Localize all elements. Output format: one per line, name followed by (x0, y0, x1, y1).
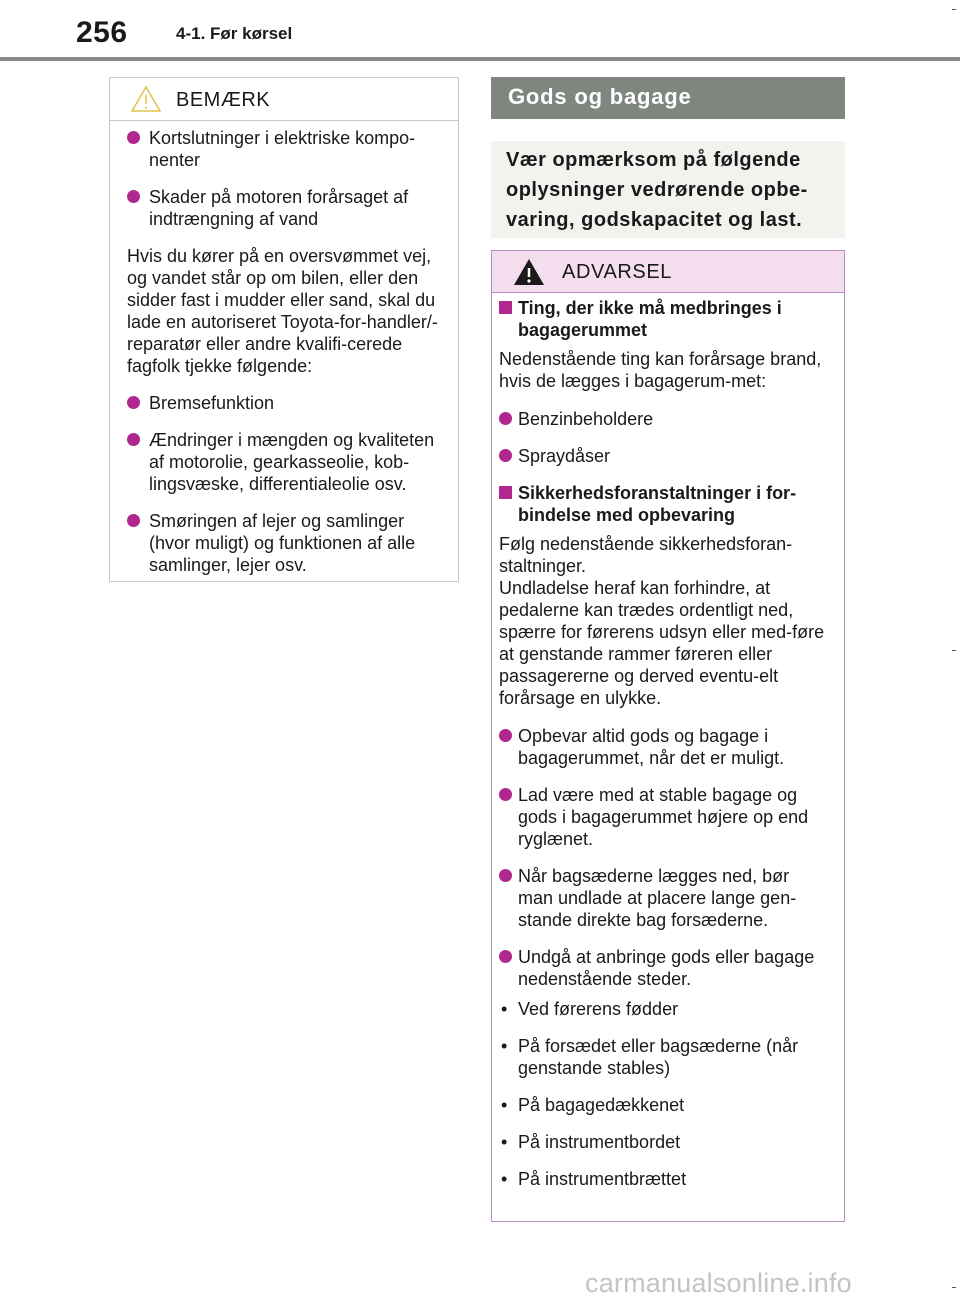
sub-list-item-text: På bagagedækkenet (518, 1095, 685, 1115)
bullet-dot-icon (499, 412, 512, 425)
warning-title: ADVARSEL (562, 261, 673, 283)
list-item (127, 127, 440, 171)
sub-list-item (499, 1168, 828, 1190)
page-header (0, 0, 960, 62)
square-bullet-icon (499, 486, 512, 499)
note-paragraph: Hvis du kører på en oversvømmet vej, og vandet står op om bilen, eller den sidder fast i mudder eller sand, skal du lade en autoriseret Toyota-for-handler/-reparatør eller andre kvalifi-cerede fagfolk tjekke følgende: (127, 246, 438, 376)
list-item-text: Skader på motoren forårsaget af indtrængning af vand (149, 187, 409, 229)
list-item (499, 445, 828, 467)
bullet-dot-icon (499, 788, 512, 801)
sub-list-item (499, 1035, 828, 1079)
note-box (109, 77, 459, 582)
small-bullet-icon: • (501, 1095, 508, 1115)
sub-list-item (499, 1131, 828, 1153)
warning-paragraph: Nedenstående ting kan forårsage brand, hvis de lægges i bagagerum-met: (499, 349, 822, 391)
sub-list-item (499, 998, 828, 1020)
bullet-dot-icon (499, 449, 512, 462)
sub-list-item-text: På forsædet eller bagsæderne (når genstande stables) (518, 1036, 799, 1078)
bullet-dot-icon (499, 729, 512, 742)
caution-icon (130, 85, 162, 118)
warning-header (492, 251, 844, 293)
bullet-dot-icon (127, 514, 140, 527)
edge-tick (952, 1287, 956, 1288)
list-item-text: Benzinbeholdere (518, 409, 654, 429)
intro-box (491, 141, 845, 238)
list-item-text: Spraydåser (518, 446, 611, 466)
bullet-dot-icon (127, 433, 140, 446)
page-number: 256 (76, 16, 128, 49)
intro-text: Vær opmærksom på følgende oplysninger vedrørende opbe-varing, godskapacitet og last. (506, 149, 808, 231)
bullet-dot-icon (127, 131, 140, 144)
warning-body (492, 293, 844, 1190)
list-item-text: Bremsefunktion (149, 393, 275, 413)
list-item-text: Lad være med at stable bagage og gods i bagagerummet højere op end ryglænet. (518, 785, 809, 849)
sub-list-item (499, 1094, 828, 1116)
list-item-text: Ændringer i mængden og kvaliteten af motorolie, gearkasseolie, kob-lingsvæske, differentialeolie osv. (149, 430, 435, 494)
sub-list-item-text: På instrumentbordet (518, 1132, 681, 1152)
list-item-text: Undgå at anbringe gods eller bagage nedenstående steder. (518, 947, 815, 989)
list-item-text: Kortslutninger i elektriske kompo-nenter (149, 128, 416, 170)
small-bullet-icon: • (501, 1169, 508, 1189)
small-bullet-icon: • (501, 999, 508, 1019)
list-item-text: Opbevar altid gods og bagage i bagagerummet, når det er muligt. (518, 726, 785, 768)
bullet-dot-icon (127, 396, 140, 409)
list-item (499, 725, 828, 769)
page-heading: Gods og bagage (491, 77, 845, 119)
subheading (499, 297, 828, 341)
subheading-text: Sikkerhedsforanstaltninger i for-bindelse med opbevaring (518, 483, 797, 525)
warning-icon (512, 257, 546, 292)
note-header (110, 78, 458, 121)
note-title: BEMÆRK (176, 89, 271, 111)
list-item (127, 186, 440, 230)
subheading-text: Ting, der ikke må medbringes i bagagerummet (518, 298, 782, 340)
list-item (499, 946, 828, 990)
sub-list-item-text: På instrumentbrættet (518, 1169, 687, 1189)
list-item-text: Når bagsæderne lægges ned, bør man undlade at placere lange gen-stande direkte bag forsæderne. (518, 866, 797, 930)
bullet-dot-icon (499, 950, 512, 963)
list-item (127, 392, 440, 414)
list-item (499, 865, 828, 931)
edge-tick (952, 9, 956, 10)
watermark: carmanualsonline.info (585, 1268, 852, 1298)
bullet-dot-icon (127, 190, 140, 203)
square-bullet-icon (499, 301, 512, 314)
bullet-dot-icon (499, 869, 512, 882)
list-item (499, 784, 828, 850)
sub-list-item-text: Ved førerens fødder (518, 999, 679, 1019)
note-body (110, 121, 458, 576)
list-item-text: Smøringen af lejer og samlinger (hvor muligt) og funktionen af alle samlinger, lejer osv. (149, 511, 416, 575)
list-item (127, 510, 440, 576)
edge-tick (952, 650, 956, 651)
header-divider (0, 57, 960, 61)
section-title: 4-1. Før kørsel (176, 24, 293, 43)
warning-box (491, 250, 845, 1222)
small-bullet-icon: • (501, 1132, 508, 1152)
subheading (499, 482, 828, 526)
small-bullet-icon: • (501, 1036, 508, 1056)
list-item (499, 408, 828, 430)
warning-paragraph: Følg nedenstående sikkerhedsforan-staltninger. Undladelse heraf kan forhindre, at pedalerne kan trædes ordentligt ned, spærre for førerens udsyn eller med-føre at genstande rammer føreren eller passagererne og derved eventu-elt forårsage en ulykke. (499, 534, 825, 708)
list-item (127, 429, 440, 495)
